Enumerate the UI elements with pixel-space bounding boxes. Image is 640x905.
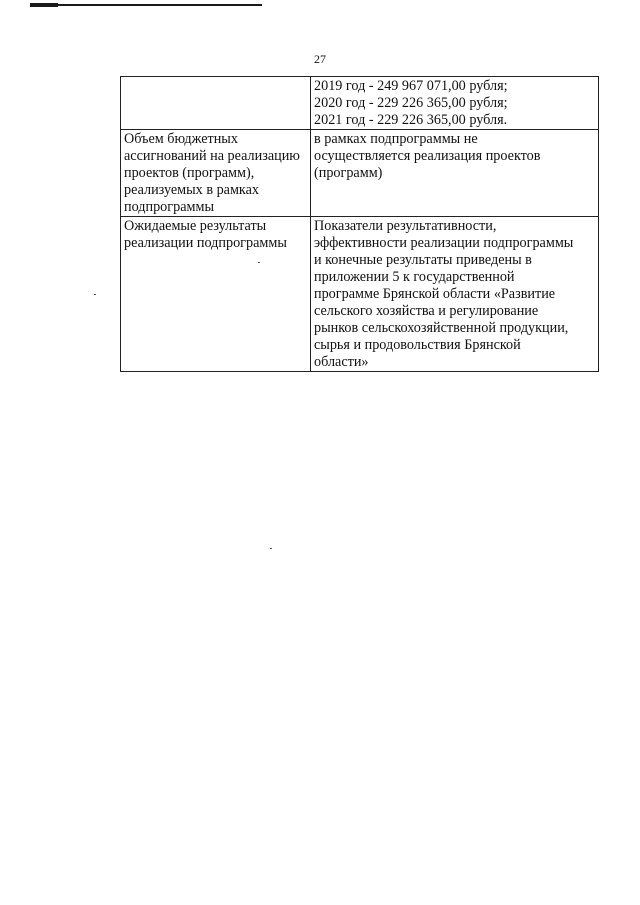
table-cell-right [311,130,599,217]
row-label: Ожидаемые результаты реализации подпрограммы [124,218,287,251]
scan-speck [258,262,260,263]
table-cell-left [121,77,311,130]
row-value: Показатели результативности, эффективности реализации подпрограммы и конечные результаты приведены в приложении 5 к государственной программе Брянской области «Развитие сельского хозяйства и регулирование рынков сельскохозяйственной продукции, сырья и продовольствия Брянской области» [314,218,574,370]
scan-speck [94,294,96,295]
table-row-project-allocations [121,130,599,217]
table-cell-right [311,77,599,130]
table-row-funding-by-year [121,77,599,130]
table-cell-right [311,217,599,372]
top-rule [30,4,262,6]
row-label: Объем бюджетных ассигнований на реализацию проектов (программ), реализуемых в рамках подпрограммы [124,131,300,215]
funding-line-2021: 2021 год - 229 226 365,00 рубля. [314,112,508,128]
page-number: 27 [314,52,326,66]
subprogram-passport-table [120,76,599,372]
table-cell-left [121,130,311,217]
row-value: в рамках подпрограммы не осуществляется реализация проектов (программ) [314,131,541,181]
funding-line-2019: 2019 год - 249 967 071,00 рубля; [314,78,508,94]
scan-speck [270,548,272,549]
funding-line-2020: 2020 год - 229 226 365,00 рубля; [314,95,508,111]
table-cell-left [121,217,311,372]
table-row-expected-results [121,217,599,372]
